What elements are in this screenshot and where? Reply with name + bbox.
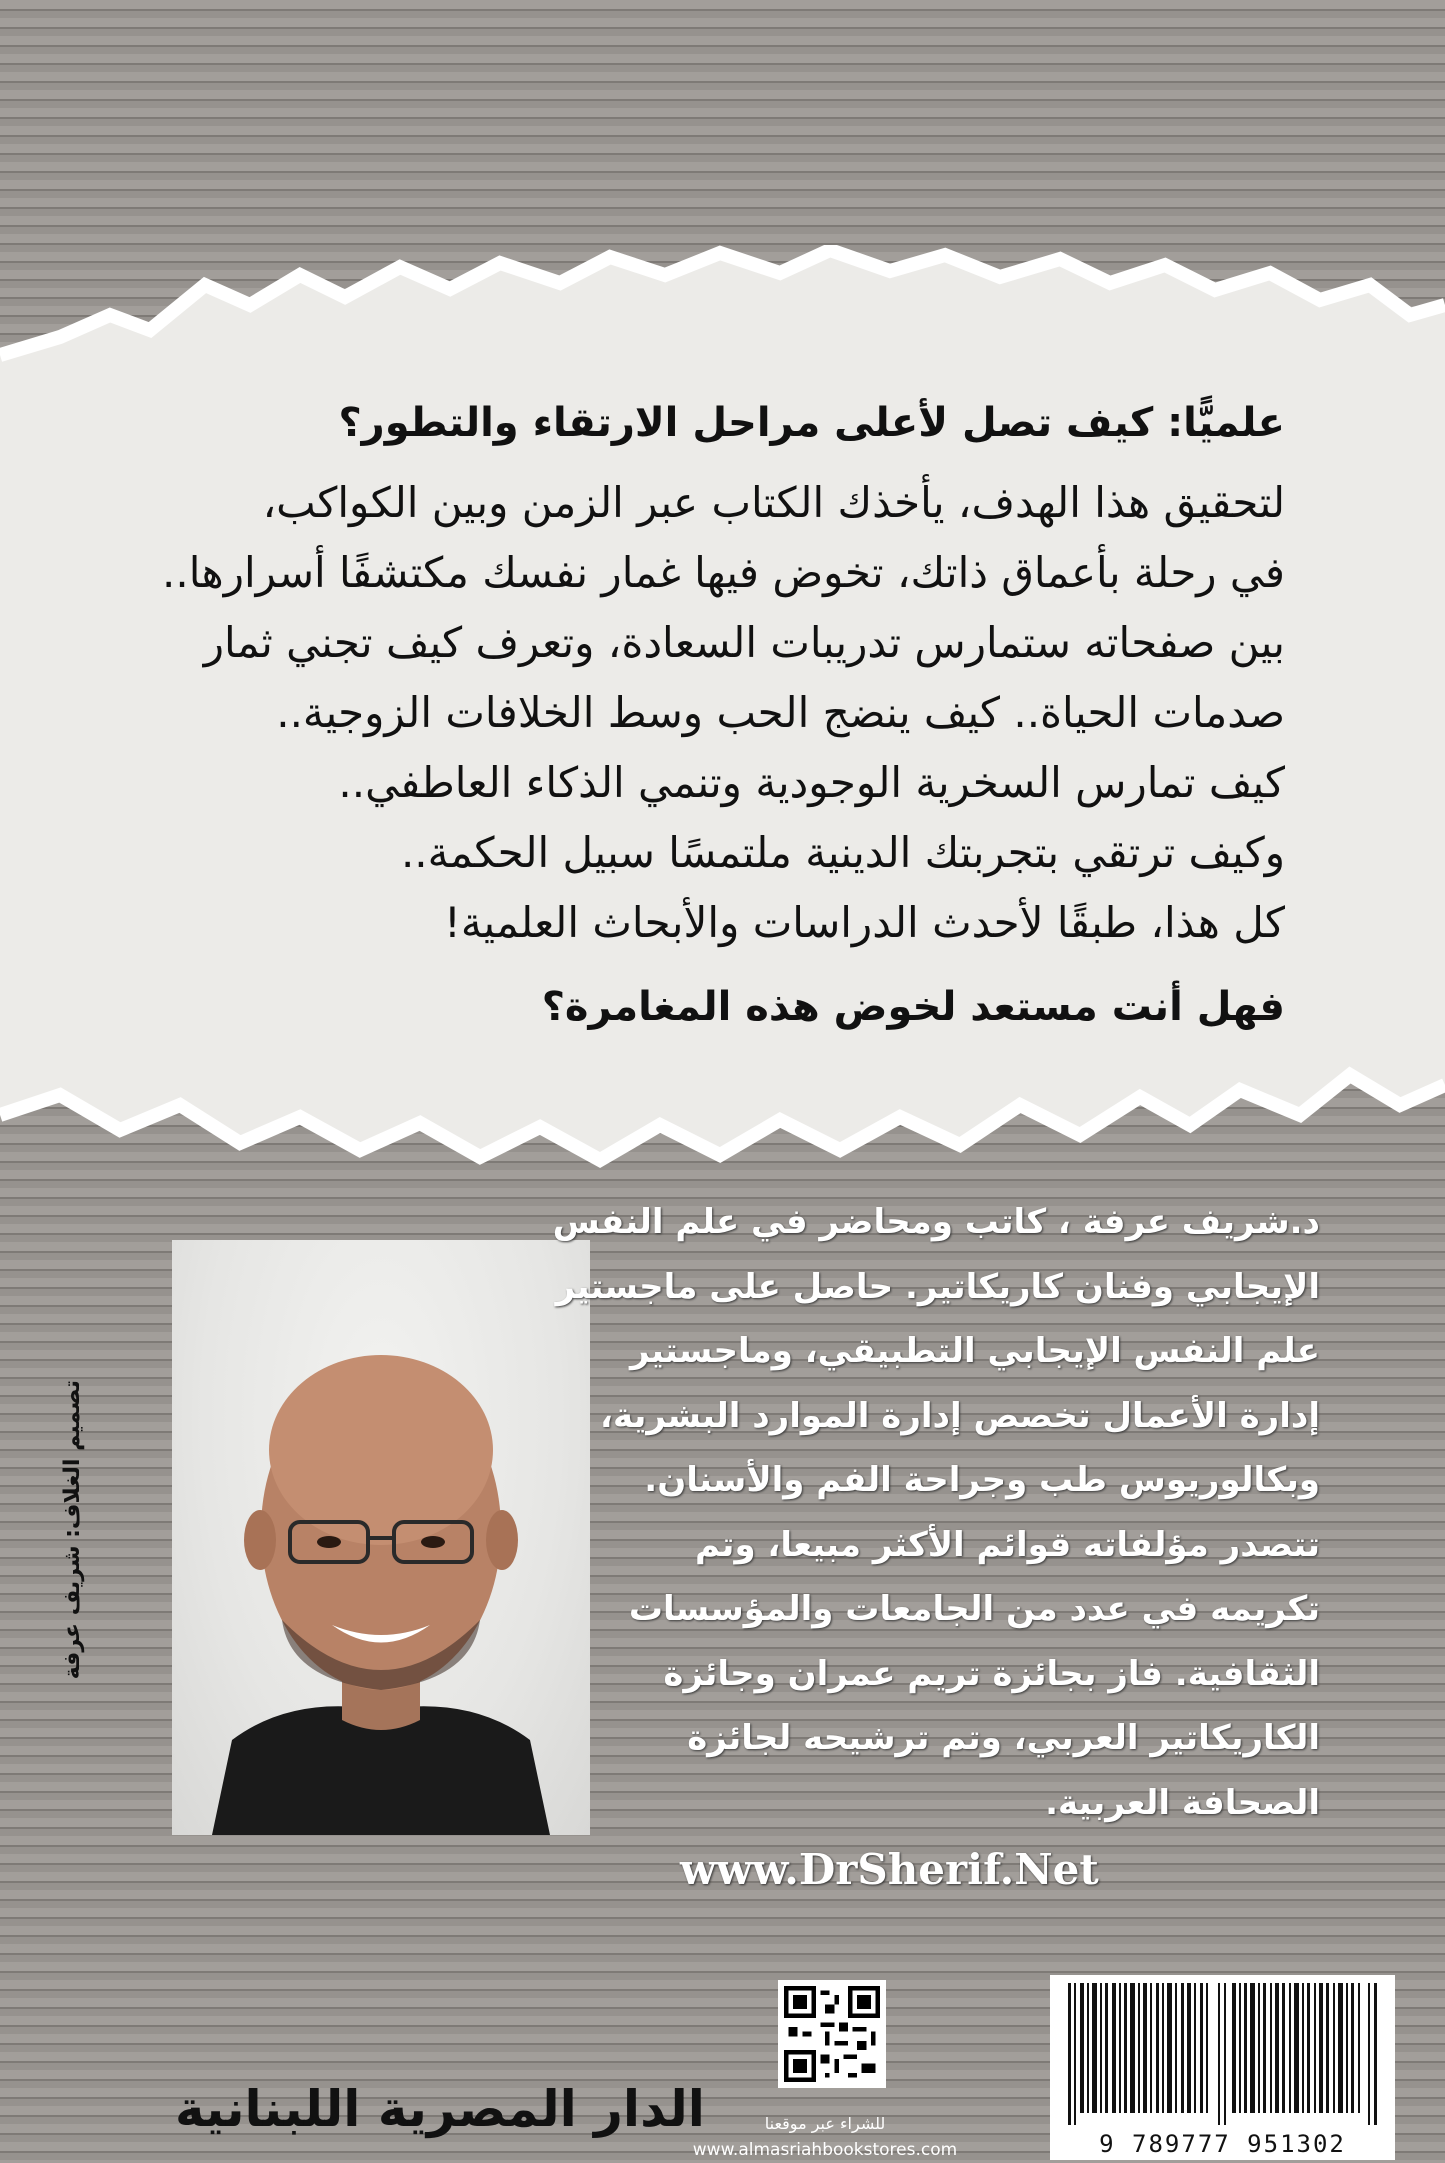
blurb-line: وكيف ترتقي بتجربتك الدينية ملتمسًا سبيل الحكمة.. <box>400 828 1285 877</box>
isbn-digits: 9 789777 951302 <box>1099 2130 1346 2158</box>
back-cover-blurb <box>70 400 1285 1030</box>
blurb-lines <box>70 468 1285 958</box>
blurb-line: لتحقيق هذا الهدف، يأخذك الكتاب عبر الزمن وبين الكواكب، <box>262 478 1285 527</box>
blurb-line: في رحلة بأعماق ذاتك، تخوض فيها غمار نفسك مكتشفًا أسرارها.. <box>162 548 1285 597</box>
blurb-line: كيف تمارس السخرية الوجودية وتنمي الذكاء العاطفي.. <box>338 758 1285 807</box>
bio-line: علم النفس الإيجابي التطبيقي، وماجستير <box>629 1331 1320 1371</box>
qr-code-icon[interactable] <box>778 1980 886 2088</box>
bio-line: الكاريكاتير العربي، وتم ترشيحه لجائزة <box>687 1718 1320 1758</box>
cover-design-credit: تصميم الغلاف: شريف عرفة <box>60 1380 85 1680</box>
blurb-headline: علميًّا: كيف تصل لأعلى مراحل الارتقاء والتطور؟ <box>338 400 1285 446</box>
qr-caption: للشراء عبر موقعنا <box>764 2114 886 2133</box>
author-bio <box>552 1190 1320 1835</box>
bio-line: تكريمه في عدد من الجامعات والمؤسسات <box>628 1589 1320 1629</box>
bio-line: وبكالوريوس طب وجراحة الفم والأسنان. <box>644 1460 1320 1500</box>
bio-line: د.شريف عرفة ، كاتب ومحاضر في علم النفس <box>552 1202 1320 1242</box>
author-photo <box>172 1240 590 1835</box>
author-website[interactable]: www.DrSherif.Net <box>680 1845 1099 1894</box>
bio-line: الصحافة العربية. <box>1045 1782 1320 1823</box>
bio-lines <box>552 1190 1320 1835</box>
bio-line: إدارة الأعمال تخصص إدارة الموارد البشرية، <box>600 1395 1320 1436</box>
publisher-logo: الدار المصرية اللبنانية <box>175 2080 705 2138</box>
bio-line: الإيجابي وفنان كاريكاتير. حاصل على ماجستير <box>555 1266 1320 1307</box>
blurb-line: صدمات الحياة.. كيف ينضج الحب وسط الخلافات الزوجية.. <box>276 688 1285 737</box>
bio-line: تتصدر مؤلفاته قوائم الأكثر مبيعا، وتم <box>695 1524 1320 1565</box>
blurb-line: بين صفحاته ستمارس تدريبات السعادة، وتعرف كيف تجني ثمار <box>203 618 1285 667</box>
bio-line: الثقافية. فاز بجائزة تريم عمران وجائزة <box>663 1653 1320 1694</box>
bookstore-url[interactable]: www.almasriahbookstores.com <box>692 2140 958 2160</box>
blurb-line: كل هذا، طبقًا لأحدث الدراسات والأبحاث العلمية! <box>444 898 1285 947</box>
isbn-barcode <box>1050 1975 1395 2160</box>
blurb-closing-question: فهل أنت مستعد لخوض هذه المغامرة؟ <box>541 984 1285 1030</box>
